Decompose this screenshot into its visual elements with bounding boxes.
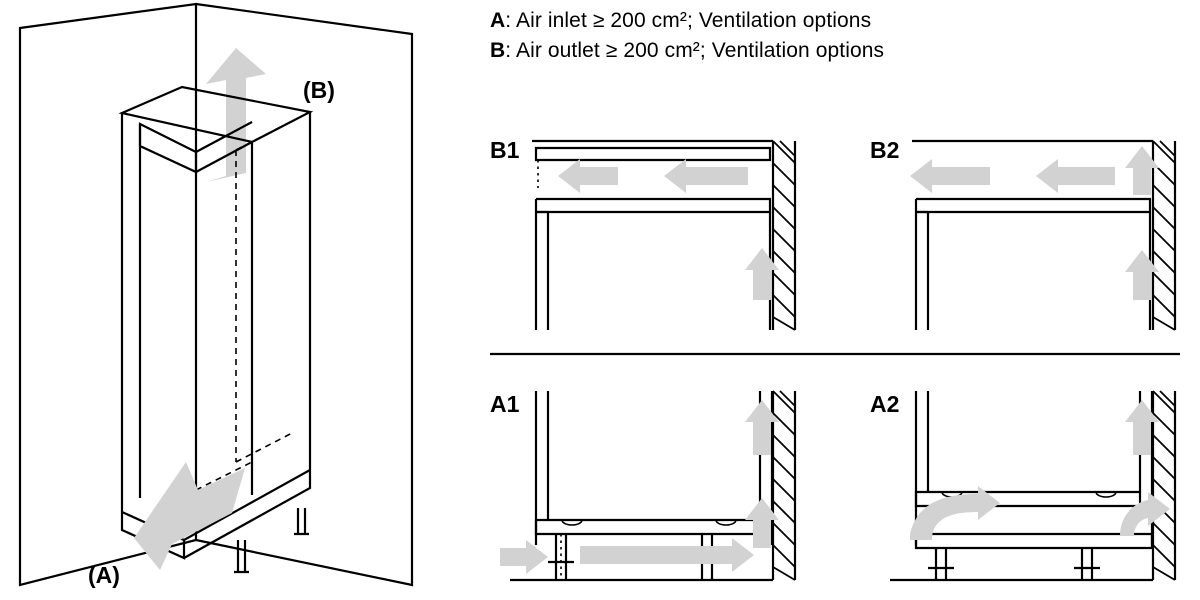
panel-label-b1: B1 — [490, 137, 520, 163]
appliance-b1 — [536, 199, 770, 330]
cabinet-feet — [234, 508, 309, 572]
ventilation-options-svg — [470, 0, 1200, 600]
panel-label-a1: A1 — [490, 391, 520, 417]
ventilation-options-panel — [470, 0, 1200, 600]
label-a-perspective: (A) — [88, 562, 120, 588]
airflow-arrows-a2 — [910, 400, 1170, 540]
niche-perspective-panel — [0, 0, 470, 600]
appliance-a2 — [890, 391, 1153, 580]
airflow-arrows-b1 — [558, 159, 779, 300]
label-b-perspective: (B) — [303, 77, 335, 103]
airflow-arrows-b2 — [910, 146, 1159, 300]
legend-key-b: B — [490, 39, 506, 62]
panel-a2 — [870, 391, 1175, 580]
panel-b1 — [490, 137, 795, 330]
panel-label-a2: A2 — [870, 391, 900, 417]
appliance-b2 — [916, 199, 1150, 330]
panel-a1 — [490, 391, 795, 580]
niche-perspective-svg — [0, 0, 470, 600]
panel-label-b2: B2 — [870, 137, 900, 163]
airflow-arrows-a1 — [500, 400, 779, 574]
legend-text-a: : Air inlet ≥ 200 cm²; Ventilation options — [505, 9, 872, 32]
panel-b2 — [870, 137, 1175, 330]
legend-text-b: : Air outlet ≥ 200 cm²; Ventilation options — [505, 39, 885, 62]
legend-key-a: A — [490, 9, 506, 32]
